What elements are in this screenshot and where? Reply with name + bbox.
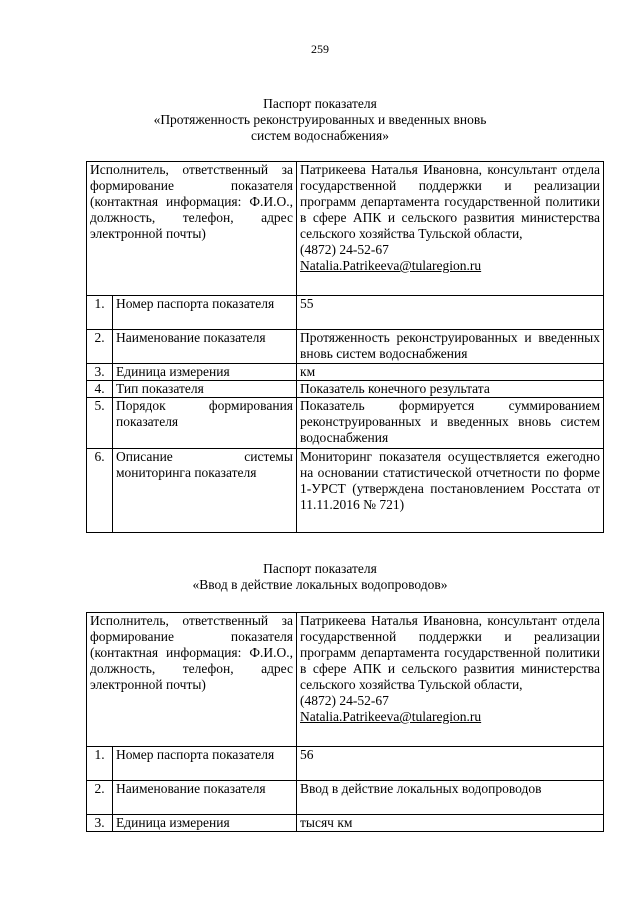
executor-value: Патрикеева Наталья Ивановна, консультант отдела государственной поддержки и реализации программ департамента государственной политики в сфере АПК и сельского развития министерства сельского хозяйства Тульской области, xyxy=(300,613,600,692)
table-row xyxy=(87,330,604,364)
table-row xyxy=(87,781,604,815)
row-number: 1. xyxy=(87,747,113,781)
executor-phone: (4872) 24-52-67 xyxy=(300,242,389,257)
row-number: 1. xyxy=(87,296,113,330)
executor-value: Патрикеева Наталья Ивановна, консультант отдела государственной поддержки и реализации программ департамента государственной политики в сфере АПК и сельского развития министерства сельского хозяйства Тульской области, xyxy=(300,162,600,241)
row-number: 6. xyxy=(87,449,113,533)
executor-label: Исполнитель, ответственный за формирование показателя (контактная информация: Ф.И.О., должность, телефон, адрес электронной почты) xyxy=(87,613,297,747)
row-label: Номер паспорта показателя xyxy=(113,747,297,781)
executor-label: Исполнитель, ответственный за формирование показателя (контактная информация: Ф.И.О., должность, телефон, адрес электронной почты) xyxy=(87,162,297,296)
executor-row xyxy=(87,162,604,296)
executor-cell xyxy=(297,162,604,296)
row-value: Мониторинг показателя осуществляется ежегодно на основании статистической отчетности по форме 1-УРСТ (утверждена постановлением Росстата от 11.11.2016 № 721) xyxy=(297,449,604,533)
executor-email-link[interactable]: Natalia.Patrikeeva@tularegion.ru xyxy=(300,709,482,724)
executor-cell xyxy=(297,613,604,747)
table-row xyxy=(87,747,604,781)
row-value: 55 xyxy=(297,296,604,330)
passport-1-title: Паспорт показателя xyxy=(263,96,377,111)
row-label: Единица измерения xyxy=(113,815,297,832)
row-label: Порядок формирования показателя xyxy=(113,398,297,449)
row-value: Показатель формируется суммированием реконструированных и введенных вновь систем водоснабжения xyxy=(297,398,604,449)
row-number: 3. xyxy=(87,364,113,381)
row-number: 2. xyxy=(87,781,113,815)
table-row xyxy=(87,449,604,533)
passport-2-table xyxy=(86,612,604,832)
row-label: Номер паспорта показателя xyxy=(113,296,297,330)
page-number: 259 xyxy=(311,42,329,56)
row-value: Ввод в действие локальных водопроводов xyxy=(297,781,604,815)
passport-1-subtitle-line-2: систем водоснабжения» xyxy=(251,128,389,143)
table-row xyxy=(87,381,604,398)
passport-2-subtitle: «Ввод в действие локальных водопроводов» xyxy=(192,577,448,592)
passport-1-table xyxy=(86,161,604,533)
table-row xyxy=(87,815,604,832)
executor-email-link[interactable]: Natalia.Patrikeeva@tularegion.ru xyxy=(300,258,482,273)
row-label: Наименование показателя xyxy=(113,781,297,815)
row-value: Протяженность реконструированных и введенных вновь систем водоснабжения xyxy=(297,330,604,364)
row-label: Наименование показателя xyxy=(113,330,297,364)
table-row xyxy=(87,398,604,449)
executor-row xyxy=(87,613,604,747)
row-value: Показатель конечного результата xyxy=(297,381,604,398)
row-value: тысяч км xyxy=(297,815,604,832)
table-row xyxy=(87,364,604,381)
row-number: 3. xyxy=(87,815,113,832)
executor-phone: (4872) 24-52-67 xyxy=(300,693,389,708)
row-number: 4. xyxy=(87,381,113,398)
table-row xyxy=(87,296,604,330)
row-label: Описание системы мониторинга показателя xyxy=(113,449,297,533)
row-label: Тип показателя xyxy=(113,381,297,398)
row-value: км xyxy=(297,364,604,381)
passport-1-subtitle-line-1: «Протяженность реконструированных и введенных вновь xyxy=(153,112,487,127)
row-label: Единица измерения xyxy=(113,364,297,381)
row-number: 5. xyxy=(87,398,113,449)
passport-2-title: Паспорт показателя xyxy=(263,561,377,576)
row-value: 56 xyxy=(297,747,604,781)
row-number: 2. xyxy=(87,330,113,364)
